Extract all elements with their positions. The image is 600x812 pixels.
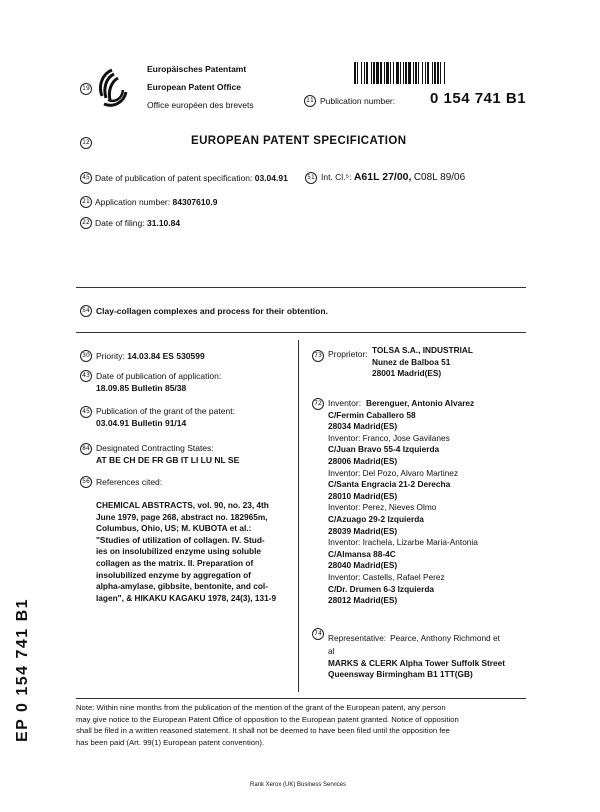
pubdate-label: Date of publication of patent specification: bbox=[95, 173, 253, 183]
inventor-line: 28010 Madrid(ES) bbox=[328, 490, 398, 501]
states-value: AT BE CH DE FR GB IT LI LU NL SE bbox=[96, 455, 240, 465]
filing-field bbox=[95, 218, 180, 228]
barcode-bar bbox=[434, 62, 436, 84]
appnum-inid: 21 bbox=[80, 196, 92, 208]
proprietor-line: 28001 Madrid(ES) bbox=[372, 368, 442, 379]
barcode-bar bbox=[376, 62, 379, 84]
barcode-bar bbox=[432, 62, 433, 84]
grant-value: 03.04.91 Bulletin 91/14 bbox=[96, 418, 187, 428]
representative-field bbox=[328, 628, 505, 681]
inventor-line: 28040 Madrid(ES) bbox=[328, 560, 398, 571]
reference-line: ies on insolubilized enzyme using soluble bbox=[96, 546, 262, 557]
reference-line: Columbus, Ohio, US; M. KUBOTA et al.: bbox=[96, 523, 252, 534]
rule-title bbox=[76, 332, 526, 333]
inventor-line: Inventor: Irachela, Lizarbe Maria-Antonia bbox=[328, 537, 478, 548]
inventor-line: Inventor: Del Pozo, Alvaro Martinez bbox=[328, 467, 459, 478]
inventor-line: Inventor: Perez, Nieves Olmo bbox=[328, 502, 437, 513]
barcode-bar bbox=[396, 62, 399, 84]
reference-line: June 1979, page 268, abstract no. 182965m, bbox=[96, 511, 268, 522]
inventor-line: C/Santa Engracia 21-2 Derecha bbox=[328, 479, 451, 490]
intcl-inid: 51 bbox=[305, 172, 317, 184]
barcode-bar bbox=[403, 62, 404, 84]
barcode-bar bbox=[422, 62, 423, 84]
office-name-en: European Patent Office bbox=[147, 82, 241, 92]
filing-value: 31.10.84 bbox=[147, 218, 181, 228]
barcode-bar bbox=[440, 62, 441, 84]
note-line: shall be filed in a written reasoned statement. It shall not be deemed to have been filed until the opposition fee bbox=[76, 726, 450, 735]
grant-label: Publication of the grant of the patent: bbox=[96, 406, 235, 416]
barcode-bar bbox=[373, 62, 375, 84]
barcode-bar bbox=[400, 62, 401, 84]
priority-value: 14.03.84 ES 530599 bbox=[127, 351, 205, 361]
office-inid: 19 bbox=[80, 83, 92, 95]
inventor-line: 28034 Madrid(ES) bbox=[328, 421, 398, 432]
pubdate-value: 03.04.91 bbox=[254, 173, 288, 183]
reference-line: lagen", & HIKAKU KAGAKU 1978, 24(3), 131-9 bbox=[96, 592, 277, 603]
barcode-bar bbox=[357, 62, 358, 84]
reference-line: collagen as the matrix. II. Preparation of bbox=[96, 557, 254, 568]
barcode-bar bbox=[366, 62, 368, 84]
invention-title: Clay-collagen complexes and process for their obtention. bbox=[96, 306, 328, 316]
inventor-line: C/Azuago 29-2 Izquierda bbox=[328, 513, 424, 524]
rule-top bbox=[76, 287, 526, 288]
epo-logo bbox=[96, 66, 130, 110]
intcl-label: Int. Cl.⁵: bbox=[321, 172, 352, 182]
barcode-bar bbox=[390, 62, 391, 84]
reference-line: alpha-amylase, gibbsite, bentonite, and col- bbox=[96, 581, 268, 592]
barcode-bar bbox=[437, 62, 439, 84]
representative-line: Queensway Birmingham B1 1TT(GB) bbox=[328, 669, 473, 680]
note-line: may give notice to the European Patent Office of opposition to the European patent granted. Notice of opposition bbox=[76, 714, 459, 724]
references-list bbox=[96, 500, 276, 604]
proprietor-line: Nunez de Balboa 51 bbox=[372, 356, 451, 367]
barcode bbox=[354, 62, 522, 84]
representative-line: MARKS & CLERK Alpha Tower Suffolk Street bbox=[328, 657, 506, 668]
inventor-line: Inventor: Franco, Jose Gavilanes bbox=[328, 432, 450, 443]
states-label: Designated Contracting States: bbox=[96, 443, 214, 453]
representative-line: Pearce, Anthony Richmond et bbox=[390, 633, 500, 643]
inventor-line: Berenguer, Antonio Alvarez bbox=[366, 398, 475, 408]
barcode-bar bbox=[425, 62, 426, 84]
opposition-note bbox=[76, 702, 459, 748]
doctype-inid: 12 bbox=[80, 137, 92, 149]
barcode-bar bbox=[371, 62, 372, 84]
pubdate-inid: 45 bbox=[80, 172, 92, 184]
barcode-bar bbox=[413, 62, 414, 84]
barcode-bar bbox=[444, 62, 445, 84]
side-publication-number: EP 0 154 741 B1 bbox=[14, 597, 31, 742]
inventor-line: C/Dr. Drumen 6-3 Izquierda bbox=[328, 583, 435, 594]
inventor-lines bbox=[328, 398, 478, 607]
inventor-line: 28012 Madrid(ES) bbox=[328, 595, 398, 606]
inventor-line: C/Almansa 88-4C bbox=[328, 548, 396, 559]
office-name-de: Europäisches Patentamt bbox=[147, 64, 247, 74]
pubapp-value: 18.09.85 Bulletin 85/38 bbox=[96, 383, 187, 393]
barcode-bar bbox=[418, 62, 419, 84]
barcode-bar bbox=[384, 62, 385, 84]
barcode-bar bbox=[380, 62, 382, 84]
inventor-line: C/Juan Bravo 55-4 Izquierda bbox=[328, 444, 440, 455]
note-line: Note: Within nine months from the publication of the mention of the grant of the European patent, any person bbox=[76, 703, 446, 712]
pubapp-inid: 43 bbox=[80, 370, 92, 382]
filing-inid: 22 bbox=[80, 217, 92, 229]
column-divider bbox=[298, 340, 299, 692]
barcode-bar bbox=[354, 62, 356, 84]
inventor-line: 28039 Madrid(ES) bbox=[328, 525, 398, 536]
barcode-bar bbox=[361, 62, 362, 84]
printer-footer: Rank Xerox (UK) Business Services bbox=[250, 782, 347, 788]
barcode-bar bbox=[364, 62, 365, 84]
inventor-line: Inventor: Castells, Rafael Perez bbox=[328, 571, 445, 582]
appnum-value: 84307610.9 bbox=[172, 197, 218, 207]
proprietor-lines bbox=[372, 345, 473, 380]
reference-line: "Studies of utilization of collagen. IV. Stud- bbox=[96, 534, 265, 545]
document-title: EUROPEAN PATENT SPECIFICATION bbox=[191, 135, 407, 147]
reference-line: CHEMICAL ABSTRACTS, vol. 90, no. 23, 4th bbox=[96, 500, 269, 510]
reference-line: insolubilized enzyme by aggregation of bbox=[96, 569, 251, 580]
filing-label: Date of filing: bbox=[95, 218, 145, 228]
pubapp-label: Date of publication of application: bbox=[96, 371, 222, 381]
rule-note bbox=[76, 698, 526, 699]
barcode-bar bbox=[393, 62, 394, 84]
priority-inid: 30 bbox=[80, 350, 92, 362]
inventor-line: C/Fermin Caballero 58 bbox=[328, 409, 416, 420]
barcode-bar bbox=[408, 62, 411, 84]
references-label: References cited: bbox=[96, 477, 163, 487]
proprietor-label: Proprietor: bbox=[328, 349, 368, 359]
representative-label: Representative: bbox=[328, 633, 387, 643]
references-inid: 56 bbox=[80, 476, 92, 488]
states-inid: 84 bbox=[80, 443, 92, 455]
intcl-rest: C08L 89/06 bbox=[413, 172, 466, 183]
barcode-bar bbox=[415, 62, 417, 84]
pubdate-field bbox=[95, 173, 288, 183]
appnum-label: Application number: bbox=[95, 197, 171, 207]
publication-number: 0 154 741 B1 bbox=[430, 90, 527, 107]
proprietor-line: TOLSA S.A., INDUSTRIAL bbox=[372, 345, 473, 355]
inventor-line: 28006 Madrid(ES) bbox=[328, 455, 398, 466]
office-name-fr: Office européen des brevets bbox=[147, 100, 254, 110]
representative-line: al bbox=[328, 646, 335, 656]
inventor-label: Inventor: bbox=[328, 398, 362, 408]
grant-inid: 45 bbox=[80, 406, 92, 418]
appnum-field bbox=[95, 197, 217, 207]
grant-field bbox=[96, 405, 235, 429]
barcode-bar bbox=[427, 62, 429, 84]
barcode-bar bbox=[405, 62, 407, 84]
publication-label: Publication number: bbox=[320, 96, 396, 106]
pubapp-field bbox=[96, 370, 221, 394]
intcl-field bbox=[321, 171, 465, 183]
barcode-bar bbox=[386, 62, 389, 84]
priority-field bbox=[96, 351, 205, 361]
priority-label: Priority: bbox=[96, 351, 125, 361]
note-line: has been paid (Art. 99(1) European patent convention). bbox=[76, 737, 265, 747]
inventor-inid: 72 bbox=[312, 398, 324, 410]
intcl-main: A61L 27/00, bbox=[353, 171, 412, 183]
proprietor-inid: 73 bbox=[312, 350, 324, 362]
title-inid: 54 bbox=[80, 305, 92, 317]
representative-inid: 74 bbox=[312, 628, 324, 640]
publication-inid: 11 bbox=[304, 95, 316, 107]
states-field bbox=[96, 442, 239, 466]
